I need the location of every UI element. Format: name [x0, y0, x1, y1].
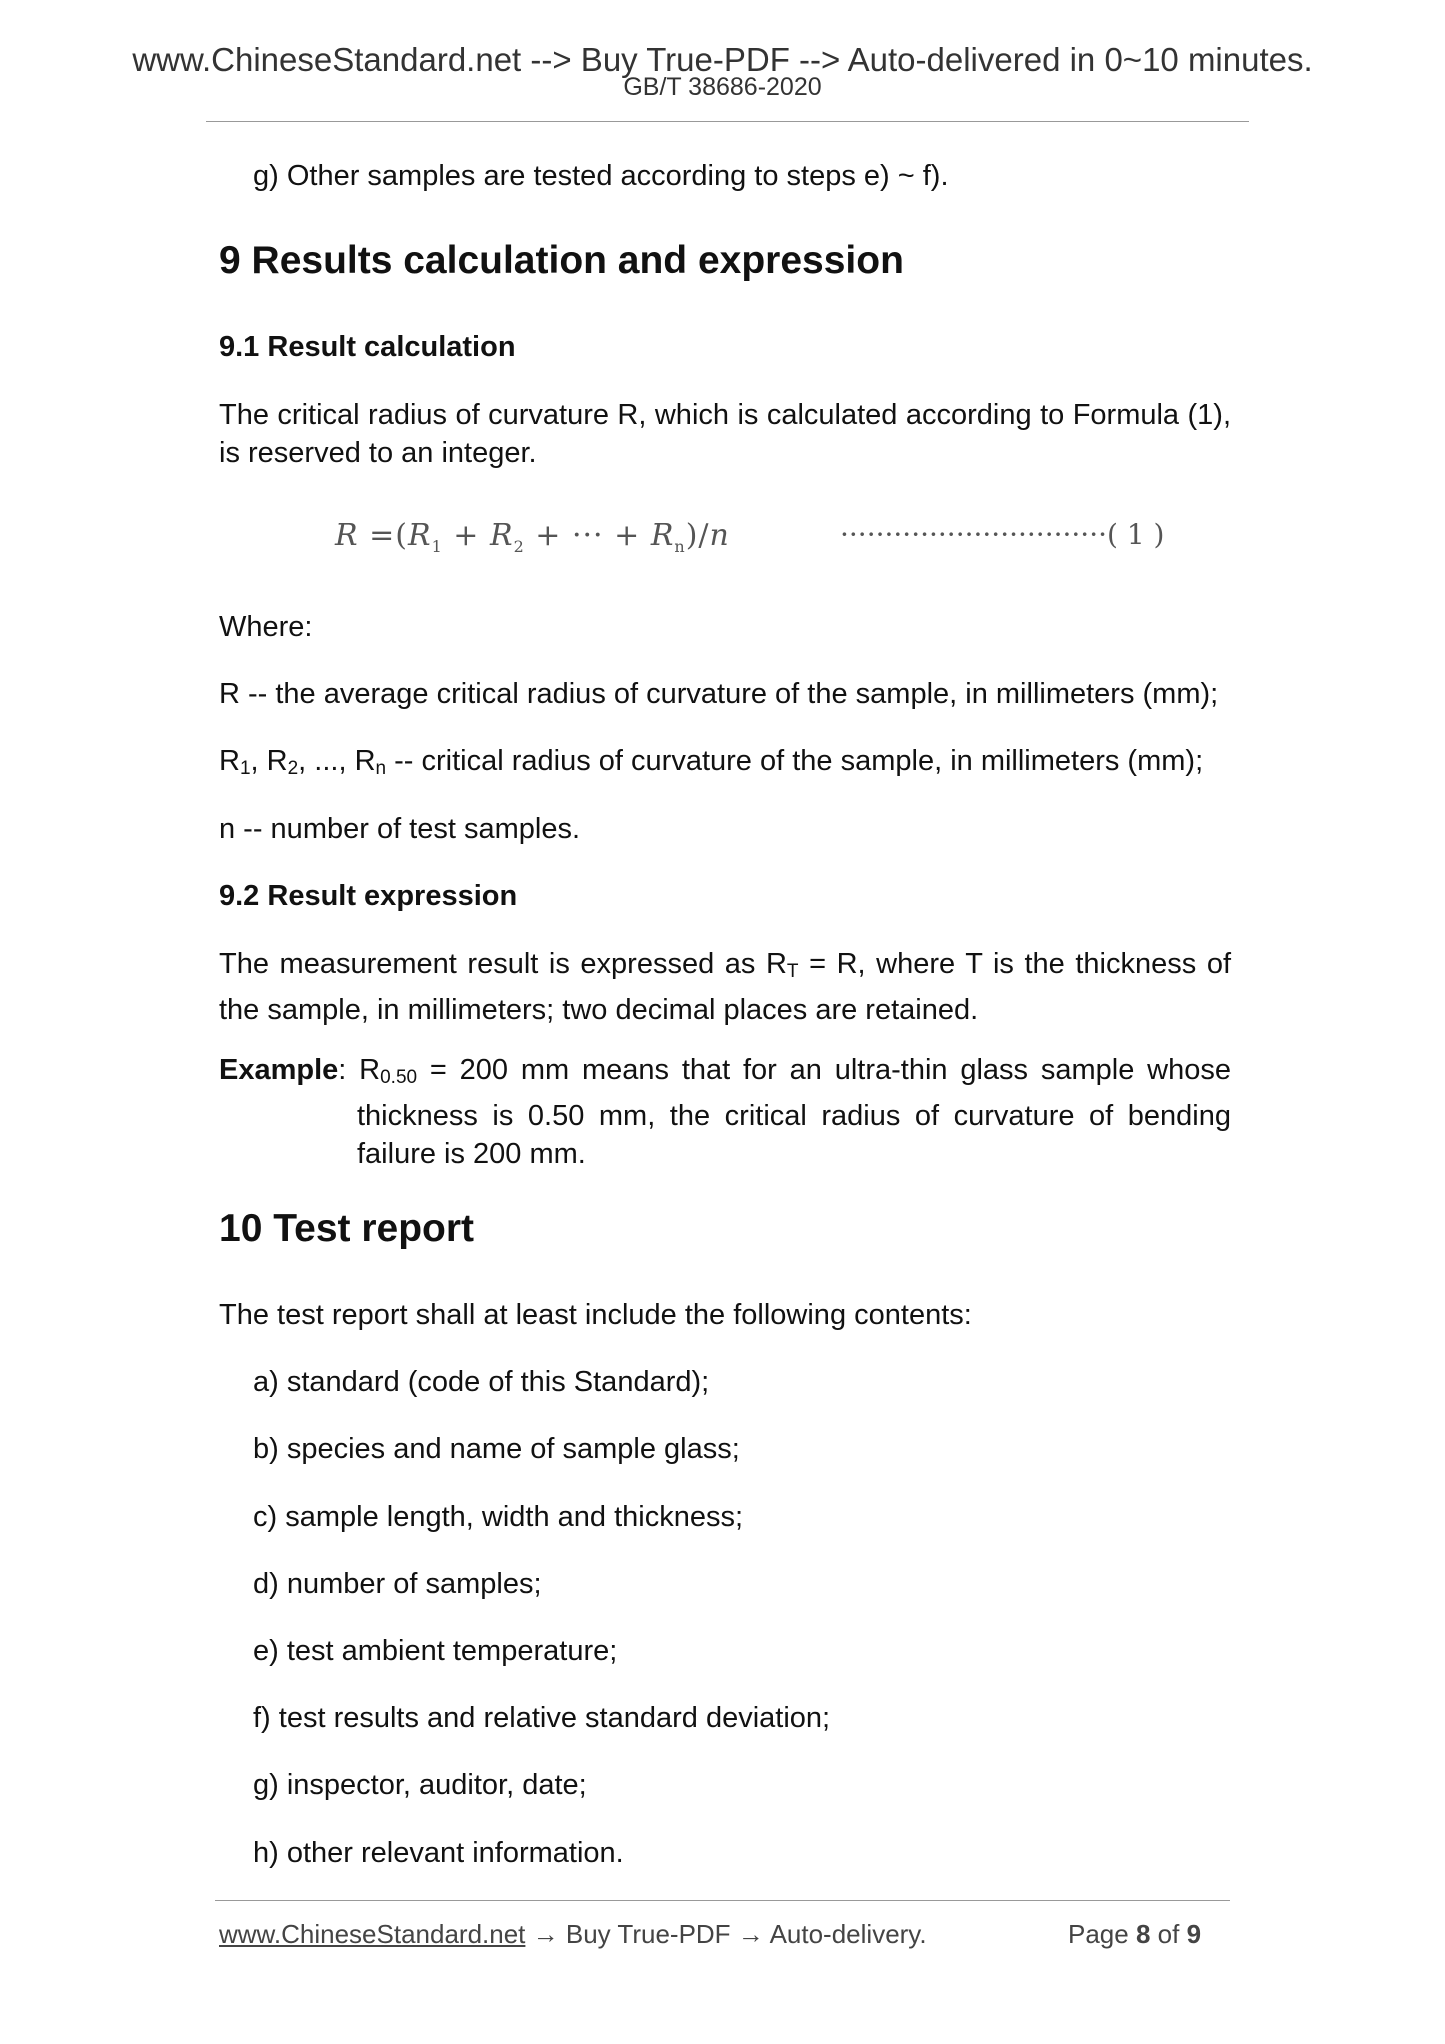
- formula-eq: =(: [358, 518, 408, 553]
- formula-number-label: ( 1 ): [1107, 518, 1165, 551]
- def-ri-text: -- critical radius of curvature of the sample, in millimeters (mm);: [386, 745, 1204, 777]
- formula-subn: n: [674, 537, 686, 556]
- definition-R-i: [219, 742, 1203, 788]
- test-report-intro: The test report shall at least include the following contents:: [219, 1299, 972, 1331]
- subsection-9-2-title: 9.2 Result expression: [219, 880, 518, 912]
- page-total: 9: [1186, 1919, 1202, 1949]
- para92-sub: T: [786, 961, 799, 982]
- def-ri-r: R: [219, 745, 240, 777]
- formula-number: [840, 518, 1164, 551]
- footer-link[interactable]: www.ChineseStandard.net: [219, 1919, 526, 1949]
- formula-close: )/: [685, 518, 710, 553]
- header-banner: www.ChineseStandard.net --> Buy True-PDF --> Auto-delivered in 0~10 minutes.: [132, 41, 1313, 78]
- report-item-h: h) other relevant information.: [253, 1837, 624, 1869]
- page-indicator: [1068, 1917, 1201, 1951]
- report-item-c: c) sample length, width and thickness;: [253, 1501, 744, 1533]
- example-label: Example: [219, 1054, 339, 1086]
- report-item-a: a) standard (code of this Standard);: [253, 1366, 710, 1398]
- definition-R: R -- the average critical radius of curvature of the sample, in millimeters (mm);: [219, 678, 1219, 710]
- header-divider: [206, 121, 1249, 122]
- result-calculation-paragraph: The critical radius of curvature R, which is calculated according to Formula (1), is reserved to an integer.: [219, 399, 1231, 469]
- footer-divider: [215, 1900, 1230, 1901]
- def-ri-sep2: , ..., R: [298, 745, 376, 777]
- formula-rn: R: [650, 518, 675, 553]
- para92-a: The measurement result is expressed as R: [219, 948, 787, 980]
- footer-tagline: → Buy True-PDF → Auto-delivery.: [525, 1919, 927, 1949]
- example-sub: 0.50: [380, 1067, 418, 1088]
- example-line-2: thickness is 0.50 mm, the critical radius of curvature of bending: [357, 1100, 1231, 1132]
- formula-plus1: +: [442, 518, 490, 553]
- result-expression-paragraph: [219, 945, 1231, 1029]
- def-ri-subn: n: [375, 758, 387, 779]
- formula-ellipsis: ···: [571, 518, 604, 553]
- report-item-b: b) species and name of sample glass;: [253, 1433, 740, 1465]
- definition-n: n -- number of test samples.: [219, 813, 581, 845]
- example-colon: : R: [338, 1054, 381, 1086]
- para92-b: = R, where T is the thickness of the sample, in millimeters; two decimal places are retained.: [219, 948, 1232, 1026]
- formula-plus2: +: [524, 518, 572, 553]
- formula-1: [335, 518, 730, 556]
- example-line1-text: = 200 mm means that for an ultra-thin glass sample whose: [417, 1054, 1231, 1086]
- section-10-title: 10 Test report: [219, 1207, 475, 1250]
- def-ri-sep1: , R: [250, 745, 288, 777]
- formula-r1: R: [407, 518, 432, 553]
- step-g-text: g) Other samples are tested according to steps e) ~ f).: [253, 160, 949, 192]
- report-item-d: d) number of samples;: [253, 1568, 542, 1600]
- formula-sub1: 1: [431, 537, 443, 556]
- def-ri-sub2: 2: [287, 758, 299, 779]
- footer-left: [219, 1917, 927, 1951]
- formula-plus3: +: [603, 518, 651, 553]
- def-ri-sub1: 1: [239, 758, 251, 779]
- formula-sub2: 2: [513, 537, 525, 556]
- report-item-e: e) test ambient temperature;: [253, 1635, 618, 1667]
- where-label: Where:: [219, 611, 313, 643]
- formula-leader-dots: ······························: [840, 518, 1108, 551]
- formula-n: n: [709, 518, 730, 553]
- example-line-1: [219, 1051, 1231, 1097]
- page-label: Page: [1068, 1919, 1136, 1949]
- report-item-f: f) test results and relative standard deviation;: [253, 1702, 831, 1734]
- formula-r2: R: [489, 518, 514, 553]
- page-number: 8: [1135, 1919, 1151, 1949]
- formula-lhs: R: [335, 518, 359, 553]
- of-label: of: [1150, 1919, 1187, 1949]
- example-line-3: failure is 200 mm.: [357, 1138, 586, 1170]
- subsection-9-1-title: 9.1 Result calculation: [219, 331, 516, 363]
- section-9-title: 9 Results calculation and expression: [219, 239, 904, 282]
- example-block: [219, 1051, 1231, 1173]
- report-item-g: g) inspector, auditor, date;: [253, 1769, 587, 1801]
- document-id: GB/T 38686-2020: [623, 73, 822, 101]
